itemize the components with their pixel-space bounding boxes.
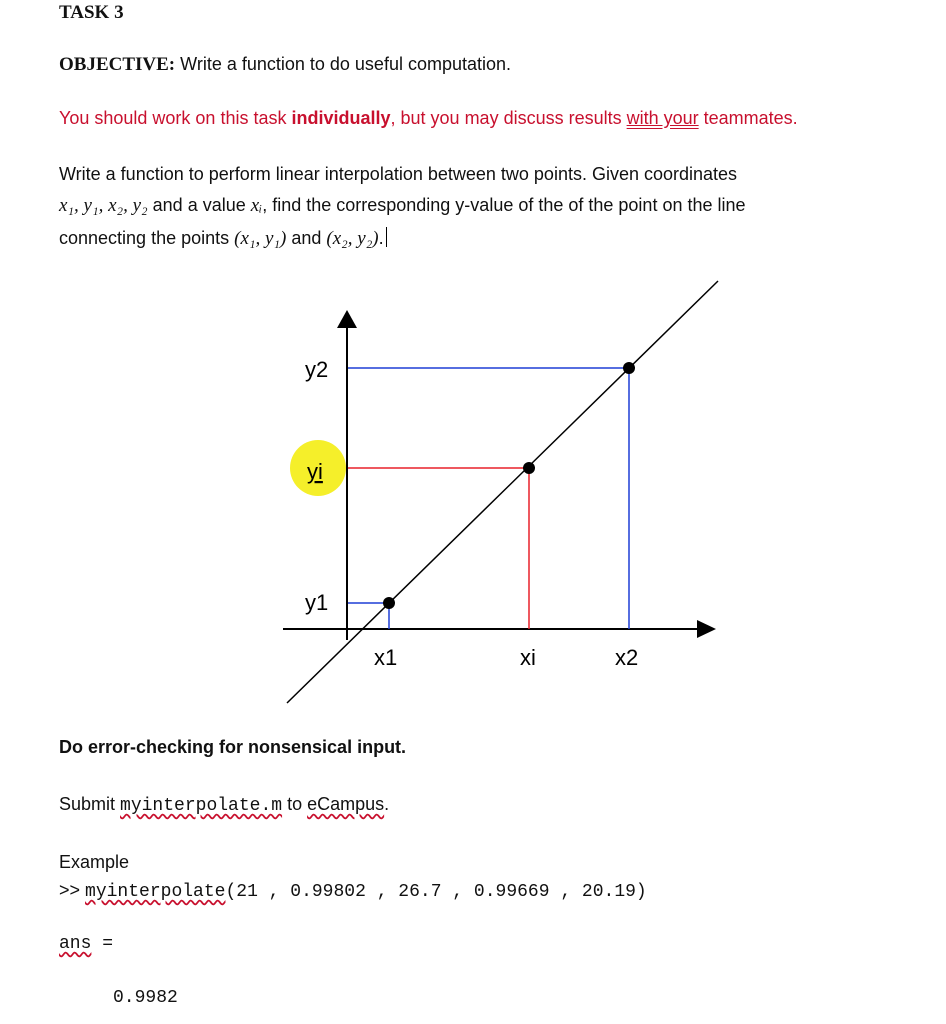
point-1 [383, 597, 395, 609]
xi-math: xᵢ [250, 195, 263, 216]
x-axis-arrow [697, 620, 716, 638]
objective-text: Write a function to do useful computation. [180, 54, 512, 74]
description-end: , find the corresponding y-value of the of the point on the line [262, 195, 746, 215]
submit-instruction [59, 794, 389, 816]
note-part2: , but you may discuss results [390, 108, 627, 128]
point2-math: (x₂, y₂) [326, 228, 379, 249]
note-underlined: with your [626, 108, 699, 128]
submit-middle: to [282, 794, 308, 814]
point-i [523, 462, 535, 474]
example-result: 0.9982 [113, 988, 178, 1008]
label-yi: yi [307, 459, 323, 484]
point1-math: (x₁, y₁) [234, 228, 287, 249]
coords-math: x₁, y₁, x₂, y₂ [59, 195, 148, 216]
example-ans [59, 934, 113, 954]
note-part1: You should work on this task [59, 108, 292, 128]
command-function: myinterpolate [85, 882, 226, 902]
label-x2: x2 [615, 645, 639, 670]
command-args: (21 , 0.99802 , 26.7 , 0.99669 , 20.19) [225, 882, 647, 902]
ans-label: ans [59, 934, 92, 954]
objective-label: OBJECTIVE: [59, 54, 176, 75]
description-mid: and a value [147, 195, 251, 215]
y-axis-arrow [337, 310, 357, 328]
note-part3: teammates. [698, 108, 798, 128]
ans-equals: = [91, 934, 114, 954]
interpolation-line [287, 281, 718, 703]
error-checking-note: Do error-checking for nonsensical input. [59, 737, 407, 757]
description-period: . [378, 228, 384, 248]
example-heading: Example [59, 852, 130, 872]
label-x1: x1 [374, 645, 398, 670]
command-prompt: >> [59, 880, 86, 900]
description-start3: connecting the points [59, 228, 235, 248]
note-bold: individually [291, 108, 391, 128]
submit-suffix: . [384, 794, 390, 814]
point-2 [623, 362, 635, 374]
submit-filename: myinterpolate.m [120, 796, 283, 816]
label-y1: y1 [305, 590, 329, 615]
task-title: TASK 3 [59, 2, 124, 23]
example-command [59, 880, 647, 902]
submit-platform: eCampus [307, 794, 385, 814]
description-and: and [286, 228, 327, 248]
label-y2: y2 [305, 357, 329, 382]
submit-prefix: Submit [59, 794, 121, 814]
label-xi: xi [520, 645, 536, 670]
description-line-1: Write a function to perform linear interpolation between two points. Given coordinates [59, 164, 738, 184]
